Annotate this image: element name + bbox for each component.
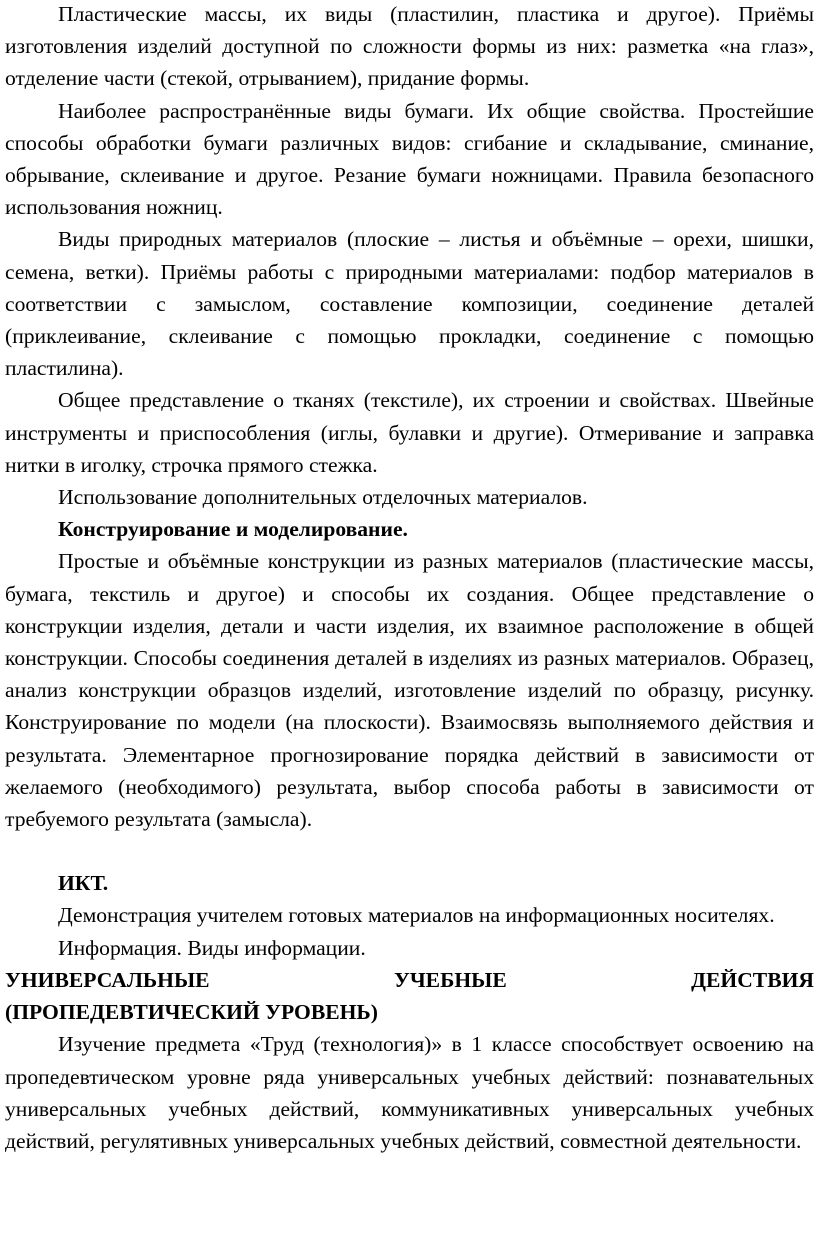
paragraph-natural-materials: Виды природных материалов (плоские – листья и объёмные – орехи, шишки, семена, ветки). Приёмы работы с природными материалами: подбор материалов в соответствии с замыслом, составление композиции, соединение деталей (приклеивание, склеивание с помощью прокладки, соединение с помощью пластилина).	[5, 227, 814, 381]
heading-ict: ИКТ.	[58, 871, 109, 896]
section-spacer	[5, 835, 814, 867]
paragraph-textiles: Общее представление о тканях (текстиле), их строении и свойствах. Швейные инструменты и приспособления (иглы, булавки и другие). Отмеривание и заправка нитки в иголку, строчка прямого стежка.	[5, 388, 814, 477]
paragraph-paper-types: Наиболее распространённые виды бумаги. Их общие свойства. Простейшие способы обработки бумаги различных видов: сгибание и складывание, сминание, обрывание, склеивание и другое. Резание бумаги ножницами. Правила безопасного использования ножниц.	[5, 98, 814, 220]
paragraph-ict-demo: Демонстрация учителем готовых материалов на информационных носителях.	[58, 903, 775, 928]
heading-uud-line2: (ПРОПЕДЕВТИЧЕСКИЙ УРОВЕНЬ)	[5, 1000, 378, 1025]
document-page	[5, 0, 814, 1157]
paragraph-uud: Изучение предмета «Труд (технология)» в 1 классе способствует освоению на пропедевтическом уровне ряда универсальных учебных действий: познавательных универсальных учебных действий, коммуникативных универсальных учебных действий, регулятивных универсальных учебных действий, совместной деятельности.	[5, 1032, 814, 1153]
heading-uud	[5, 964, 814, 1028]
heading-uud-line1: УНИВЕРСАЛЬНЫЕ УЧЕБНЫЕ ДЕЙСТВИЯ	[5, 967, 814, 992]
paragraph-construct: Простые и объёмные конструкции из разных материалов (пластические массы, бумага, текстиль и другое) и способы их создания. Общее представление о конструкции изделия, детали и части изделия, их взаимное расположение в общей конструкции. Способы соединения деталей в изделиях из разных материалов. Образец, анализ конструкции образцов изделий, изготовление изделий по образцу, рисунку. Конструирование по модели (на плоскости). Взаимосвязь выполняемого действия и результата. Элементарное прогнозирование порядка действий в зависимости от желаемого (необходимого) результата, выбор способа работы в зависимости от требуемого результата (замысла).	[5, 549, 814, 832]
paragraph-plastic-masses: Пластические массы, их виды (пластилин, пластика и другое). Приёмы изготовления изделий доступной по сложности формы из них: разметка «на глаз», отделение части (стекой, отрыванием), придание формы.	[5, 2, 814, 91]
heading-construct: Конструирование и моделирование.	[58, 517, 408, 542]
paragraph-ict-info: Информация. Виды информации.	[58, 935, 366, 960]
paragraph-finishing-materials: Использование дополнительных отделочных материалов.	[58, 485, 588, 510]
